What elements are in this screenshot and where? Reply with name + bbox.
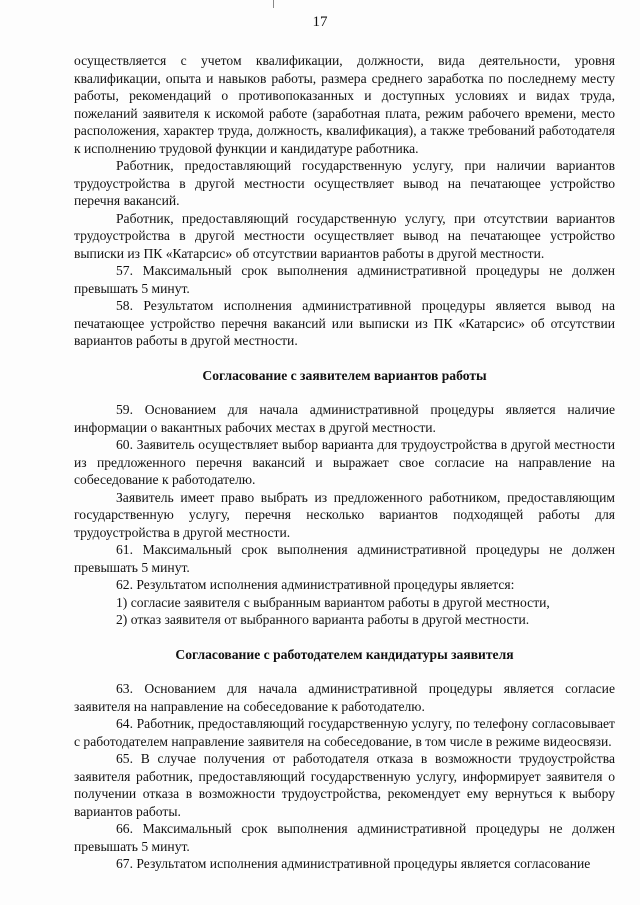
- paragraph: 63. Основанием для начала административной процедуры является согласие заявителя на направление на собеседование к работодателю.: [74, 681, 615, 714]
- scan-mark: [273, 0, 274, 8]
- paragraph: 65. В случае получения от работодателя отказа в возможности трудоустройства заявителя работник, предоставляющий государственную услугу, информирует заявителя о получении отказа в возможности трудоустройства, рекомендует ему вернуться к выбору вариантов работы.: [74, 751, 615, 819]
- page-number: 17: [312, 14, 328, 30]
- list-item: 2) отказ заявителя от выбранного варианта работы в другой местности.: [116, 612, 530, 627]
- paragraph: 64. Работник, предоставляющий государственную услугу, по телефону согласовывает с работодателем направление заявителя на собеседование, в том числе в режиме видеосвязи.: [74, 716, 615, 749]
- list-item: 1) согласие заявителя с выбранным вариантом работы в другой местности,: [116, 594, 550, 610]
- paragraph: 58. Результатом исполнения административной процедуры является вывод на печатающее устройство перечня вакансий или выписки из ПК «Катарсис» об отсутствии вариантов работы в другой местности.: [74, 298, 615, 348]
- paragraph: 66. Максимальный срок выполнения административной процедуры не должен превышать 5 минут.: [74, 821, 615, 854]
- paragraph: осуществляется с учетом квалификации, должности, вида деятельности, уровня квалификации, опыта и навыков работы, размера среднего заработка по последнему месту работы, рекомендаций о противопоказанных и доступных условиях и видах труда, пожеланий заявителя к искомой работе (заработная плата, режим рабочего времени, место расположения, характер труда, должность, квалификация), а также требований работодателя к исполнению трудовой функции и кандидатуре работника.: [74, 53, 615, 156]
- paragraph: Работник, предоставляющий государственную услугу, при наличии вариантов трудоустройства в другой местности осуществляет вывод на печатающее устройство перечня вакансий.: [74, 158, 615, 208]
- paragraph: 61. Максимальный срок выполнения административной процедуры не должен превышать 5 минут.: [74, 542, 615, 575]
- section-heading: Согласование с работодателем кандидатуры заявителя: [175, 646, 514, 662]
- paragraph: Заявитель имеет право выбрать из предложенного работником, предоставляющим государственную услугу, перечня несколько вариантов подходящей работы для трудоустройства в другой местности.: [74, 489, 615, 540]
- section-heading: Согласование с заявителем вариантов работы: [202, 367, 487, 383]
- page-body: [74, 52, 615, 873]
- paragraph: 59. Основанием для начала административной процедуры является наличие информации о вакантных рабочих местах в другой местности.: [74, 402, 615, 435]
- paragraph: 67. Результатом исполнения административной процедуры является согласование: [116, 856, 591, 871]
- paragraph: 57. Максимальный срок выполнения административной процедуры не должен превышать 5 минут.: [74, 263, 615, 296]
- paragraph: 62. Результатом исполнения административной процедуры является:: [116, 577, 515, 592]
- paragraph: Работник, предоставляющий государственную услугу, при отсутствии вариантов трудоустройства в другой местности осуществляет вывод на печатающее устройство выписки из ПК «Катарсис» об отсутствии вариантов работы в другой местности.: [74, 210, 615, 261]
- paragraph: 60. Заявитель осуществляет выбор варианта для трудоустройства в другой местности из предложенного перечня вакансий и выражает свое согласие на направление на собеседование к работодателю.: [74, 437, 615, 487]
